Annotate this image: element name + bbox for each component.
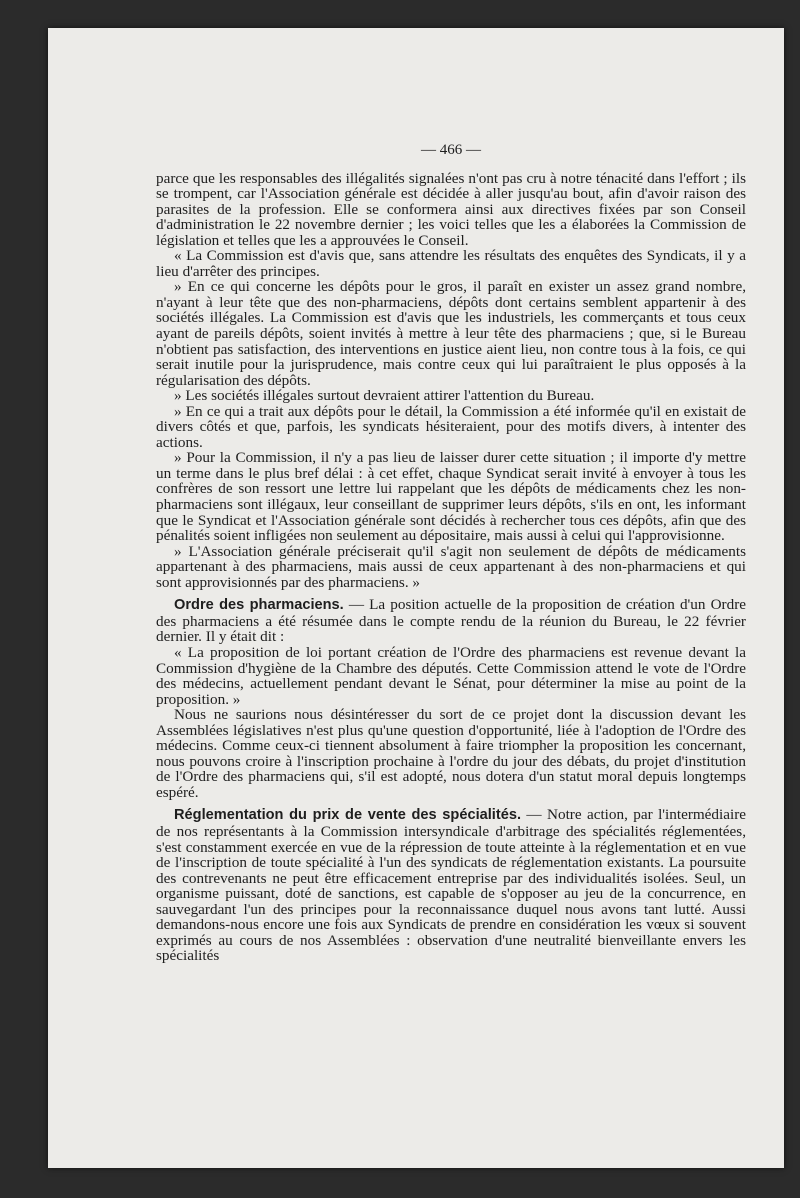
section-text-reglementation: — Notre action, par l'intermédiaire de nos représentants à la Commission intersyndicale d'arbitrage des spécialités réglementées, s'est constamment exercée en vue de la répression de toute atteinte à la réglementation et en vue de l'inscription de toute spécialité à l'un des syndicats de réglementation existants. La poursuite des contrevenants ne peut être efficacement entreprise par des individualités isolées. Seul, un organisme puissant, doté de sanctions, est capable de s'opposer au jeu de la concurrence, en sauvegardant l'un des principes pour la reconnaissance duquel nous avons tant lutté. Aussi demandons-nous encore une fois aux Syndicats de prendre en considération les vœux si souvent exprimés au cours de nos Assemblées : observation d'une neutralité bienveillante envers les spécialités	[156, 806, 746, 965]
section-heading-reglementation: Réglementation du prix de vente des spécialités.	[174, 807, 522, 824]
section-heading-ordre: Ordre des pharmaciens.	[174, 597, 344, 614]
page-number: — 466 —	[421, 142, 481, 158]
paragraph-2: « La Commission est d'avis que, sans attendre les résultats des enquêtes des Syndicats, il y a lieu d'arrêter des principes.	[156, 247, 746, 280]
paragraph-1: parce que les responsables des illégalités signalées n'ont pas cru à notre ténacité dans l'effort ; ils se trompent, car l'Association générale est décidée à aller jusqu'au bout, afin d'avoir raison des parasites de la profession. Elle se conformera ainsi aux directives fixées par son Conseil d'administration le 22 novembre dernier ; les voici telles que les a élaborées la Commission de législation et telles que les a approuvées le Conseil.	[156, 169, 746, 249]
paragraph-3: » En ce qui concerne les dépôts pour le gros, il paraît en exister un assez grand nombre, n'ayant à leur tête que des non-pharmaciens, dépôts dont certains semblent appartenir à des sociétés illégales. La Commission est d'avis que les industriels, les commerçants et tous ceux ayant de pareils dépôts, soient invités à mettre à leur tête des pharmaciens ; que, si le Bureau n'obtient pas satisfaction, des interventions en justice aient lieu, non contre tous à la fois, ce qui serait inutile pour la jurisprudence, mais contre ceux qui lui paraîtraient le plus opposés à la régularisation des dépôts.	[156, 278, 746, 389]
page-text	[156, 143, 746, 964]
section-text-ordre: — La position actuelle de la proposition de création d'un Ordre des pharmaciens a été résumée dans le compte rendu de la réunion du Bureau, le 22 février dernier. Il y était dit :	[156, 596, 747, 646]
paragraph-4: » Les sociétés illégales surtout devraient attirer l'attention du Bureau.	[174, 387, 595, 405]
paragraph-5: » En ce qui a trait aux dépôts pour le détail, la Commission a été informée qu'il en existait de divers côtés et que, parfois, les syndicats hésiteraient, pour des motifs divers, à intenter des actions.	[156, 402, 746, 451]
document-page	[48, 28, 784, 1168]
paragraph-6: » Pour la Commission, il n'y a pas lieu de laisser durer cette situation ; il importe d'y mettre un terme dans le plus bref délai : à cet effet, chaque Syndicat serait invité à envoyer à tous les confrères de son ressort une lettre lui rappelant que les dépôts de médicaments chez les non-pharmaciens sont illégaux, leur conseillant de supprimer leurs dépôts, s'ils en ont, les informant que le Syndicat et l'Association générale sont décidés à rechercher tous ces dépôts, afin que des pénalités soient infligées non seulement au dépositaire, mais aussi à celui qui l'approvisionne.	[156, 449, 746, 545]
paragraph-7: » L'Association générale préciserait qu'il s'agit non seulement de dépôts de médicaments appartenant à des pharmaciens, mais aussi de ceux appartenant à des non-pharmaciens et qui sont approvisionnés par des pharmaciens. »	[156, 542, 746, 591]
comment-ordre: Nous ne saurions nous désintéresser du sort de ce projet dont la discussion devant les Assemblées législatives n'est plus qu'une question d'opportunité, liée à l'adoption de l'Ordre des médecins. Comme ceux-ci tiennent absolument à faire triompher la proposition les concernant, nous pouvons croire à l'inscription prochaine à l'ordre du jour des débats, du projet d'institution de l'Ordre des pharmaciens qui, s'il est adopté, nous dotera d'un statut moral depuis longtemps espéré.	[156, 706, 746, 801]
quote-ordre: « La proposition de loi portant création de l'Ordre des pharmaciens est revenue devant la Commission d'hygiène de la Chambre des députés. Cette Commission attend le vote de l'Ordre des médecins, actuellement pendant devant le Sénat, pour déterminer la mise au point de la proposition. »	[156, 643, 746, 708]
section-reglementation	[156, 807, 746, 963]
section-ordre-des-pharmaciens	[156, 597, 746, 645]
